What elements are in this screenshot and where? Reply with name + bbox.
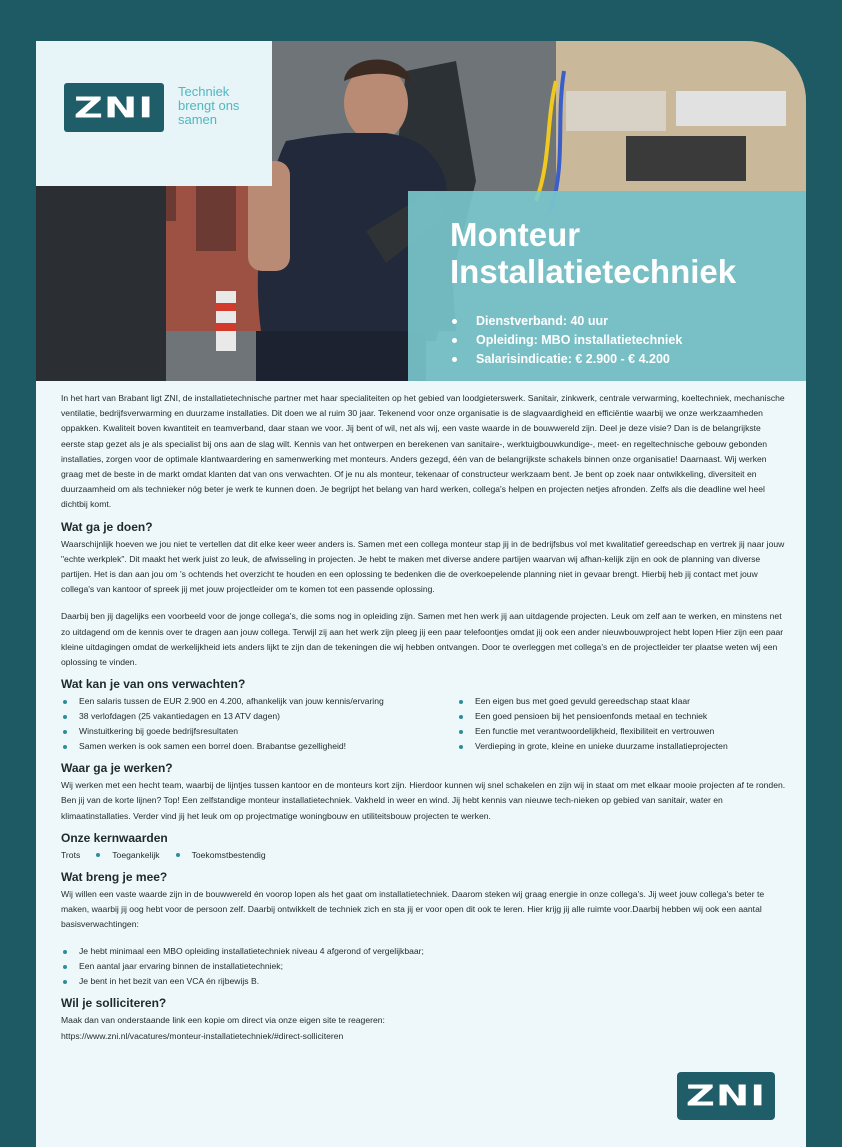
list-item: Je bent in het bezit van een VCA én rijbewijs B.	[61, 974, 786, 989]
section-paragraph: Maak dan van onderstaande link een kopie om direct via onze eigen site te reageren:	[61, 1015, 385, 1026]
section-title-waar: Waar ga je werken?	[61, 761, 173, 776]
job-title-line: Installatietechniek	[450, 253, 737, 290]
section-title-wat-ga-je-doen: Wat ga je doen?	[61, 519, 153, 534]
vacancy-page	[36, 41, 806, 1147]
job-description	[61, 391, 786, 1044]
job-title	[450, 216, 790, 290]
list-item: Een eigen bus met goed gevuld gereedschap staat klaar	[457, 694, 777, 709]
core-value: Trots	[61, 849, 81, 860]
brand-logo-text: ZNI	[73, 90, 155, 125]
core-value: Toegankelijk	[112, 849, 160, 860]
section-title-mee: Wat breng je mee?	[61, 869, 168, 884]
job-summary-panel	[408, 191, 806, 381]
section-title-verwachten: Wat kan je van ons verwachten?	[61, 677, 246, 692]
benefits-columns	[61, 694, 786, 754]
tagline-line: samen	[178, 112, 218, 127]
brand-tagline	[178, 85, 239, 127]
benefits-list-right	[457, 694, 777, 754]
section-title-solliciteren: Wil je solliciteren?	[61, 996, 167, 1011]
job-fact-hours: Dienstverband: 40 uur	[450, 312, 682, 331]
job-title-line: Monteur	[450, 216, 581, 253]
list-item: Je hebt minimaal een MBO opleiding installatietechniek niveau 4 afgerond of vergelijkbaar;	[61, 944, 786, 959]
paragraph-gap	[61, 597, 786, 609]
intro-paragraph: In het hart van Brabant ligt ZNI, de installatietechnische partner met haar specialiteiten op het gebied van loodgieterswerk. Sanitair, zinkwerk, centrale verwarming, koeltechniek, mechanische ventilatie, bedrijfsverwarming en duurzame installaties. Dit doen we al ruim 30 jaar. Tekenend voor onze organisatie is de slagvaardigheid en efficiëntie waarbij we onze werkzaamheden oppakken. Kwaliteit boven kwantiteit en teamverband, daar staan we voor. Jij bent of wil, net als wij, een vaste waarde in de bouwwereld zijn. Deel je deze visie? Dan is de belangrijkste eerste stap gezet als je als specialist bij ons aan de slag wilt. Kennis van het ontwerpen en berekenen van sanitaire-, werktuigbouwkundige-, meet- en regeltechnische gebouw gebonden installaties, zorgen voor de optimale klantwaardering en samenwerking met monteurs. Anders gezegd, één van de belangrijkste schakels binnen onze organisatie! Daarnaast. Wij werken graag met de beste in de markt omdat klanten dat van ons verwachten. Of je nu als monteur, tekenaar of constructeur werkzaam bent. Je bent op zoek naar ontwikkeling, diversiteit en duurzaamheid om als technieker nóg beter je werk te kunnen doen. Je begrijpt het belang van hard werken, collega's helpen en projecten netjes afronden. Zelfs als die deadline wel heel dichtbij komt.	[61, 393, 785, 510]
core-values	[61, 848, 786, 863]
tagline-line: Techniek	[178, 84, 230, 99]
list-item: 38 verlofdagen (25 vakantiedagen en 13 ATV dagen)	[61, 709, 457, 724]
hero	[36, 41, 806, 381]
apply-link[interactable]: https://www.zni.nl/vacatures/monteur-installatietechniek/#direct-solliciteren	[61, 1030, 344, 1041]
logo-panel	[36, 41, 272, 186]
job-fact-salary: Salarisindicatie: € 2.900 - € 4.200	[450, 350, 682, 369]
list-item: Verdieping in grote, kleine en unieke duurzame installatieprojecten	[457, 739, 777, 754]
list-item: Een functie met verantwoordelijkheid, flexibiliteit en vertrouwen	[457, 724, 777, 739]
footer-logo-text: ZNI	[685, 1079, 767, 1113]
list-item: Winstuitkering bij goede bedrijfsresultaten	[61, 724, 457, 739]
footer-brand-logo	[677, 1072, 775, 1120]
paragraph-gap	[61, 932, 786, 944]
section-paragraph: Wij willen een vaste waarde zijn in de bouwwereld én voorop lopen als het gaat om installatietechniek. Daarom steken wij graag energie in onze collega's. Jij weet jouw collega's beter te maken, waarbij jij oog hebt voor de persoon zelf. Daarbij ontwikkelt de techniek zich en sta jij er voor open dit ook te leren. Hier krijg jij alle ruimte voor.Daarbij hebben wij ook een aantal basisverwachtingen:	[61, 888, 765, 930]
section-paragraph: Wij werken met een hecht team, waarbij de lijntjes tussen kantoor en de monteurs kort zijn. Hierdoor kunnen wij snel schakelen en zijn wij in staat om met elkaar mooie projecten af te ronden. Ben jij van de korte lijnen? Top! Een zelfstandige monteur installatietechniek. Vakheld in weer en wind. Jij hebt kennis van nieuwe tech-nieken op gebied van sanitair, water en klimaatinstallaties. Verder vind jij het leuk om op projectmatige woningbouw en utiliteitsbouw projecten te werken.	[61, 780, 786, 821]
benefits-list-left	[61, 694, 457, 754]
list-item: Samen werken is ook samen een borrel doen. Brabantse gezelligheid!	[61, 739, 457, 754]
list-item: Een aantal jaar ervaring binnen de installatietechniek;	[61, 959, 786, 974]
section-paragraph: Waarschijnlijk hoeven we jou niet te vertellen dat dit elke keer weer anders is. Samen met een collega monteur stap jij in de bedrijfsbus vol met kwalitatief gereedschap en vertrek jij naar jouw "echte werkplek". Dit maakt het werk juist zo leuk, de afwisseling in projecten. Je hebt te maken met diverse andere partijen waarvan wij afhan-kelijk zijn en ook de planning van diverse partijen. Het is dan aan jou om 's ochtends het overzicht te houden en een oplossing te bedenken die de overkoepelende planning niet in gevaar brengt. Hierbij heb jij contact met jouw collega's van kantoor of spreek jij met jouw projectleider om te komen tot een passende oplossing.	[61, 538, 785, 595]
requirements-list	[61, 944, 786, 989]
job-facts	[450, 312, 682, 369]
tagline-line: brengt ons	[178, 98, 240, 113]
list-item: Een salaris tussen de EUR 2.900 en 4.200, afhankelijk van jouw kennis/ervaring	[61, 694, 457, 709]
section-title-kernwaarden: Onze kernwaarden	[61, 830, 168, 845]
brand-logo	[64, 83, 164, 132]
bullet-dot-icon	[96, 853, 100, 857]
core-value: Toekomstbestendig	[191, 849, 266, 860]
bullet-dot-icon	[176, 853, 180, 857]
job-fact-education: Opleiding: MBO installatietechniek	[450, 331, 682, 350]
list-item: Een goed pensioen bij het pensioenfonds metaal en techniek	[457, 709, 777, 724]
section-paragraph: Daarbij ben jij dagelijks een voorbeeld voor de jonge collega's, die soms nog in opleiding zijn. Samen met hen werk jij aan uitdagende projecten. Leuk om zelf aan te werken, en minstens net zo uitdagend om de kennis over te dragen aan jouw collega. Terwijl zij aan het werk zijn pleeg jij een paar telefoontjes omdat jij ook een ander nieuwbouwproject hebt lopen Hier zijn een paar kleine uitdagingen omdat de werkelijkheid iets anders lijkt te zijn dan de tekeningen die wij hebben ontvangen. Door te overleggen met collega's en de projectleider ter plaatse weten wij een oplossing te vinden.	[61, 611, 784, 668]
